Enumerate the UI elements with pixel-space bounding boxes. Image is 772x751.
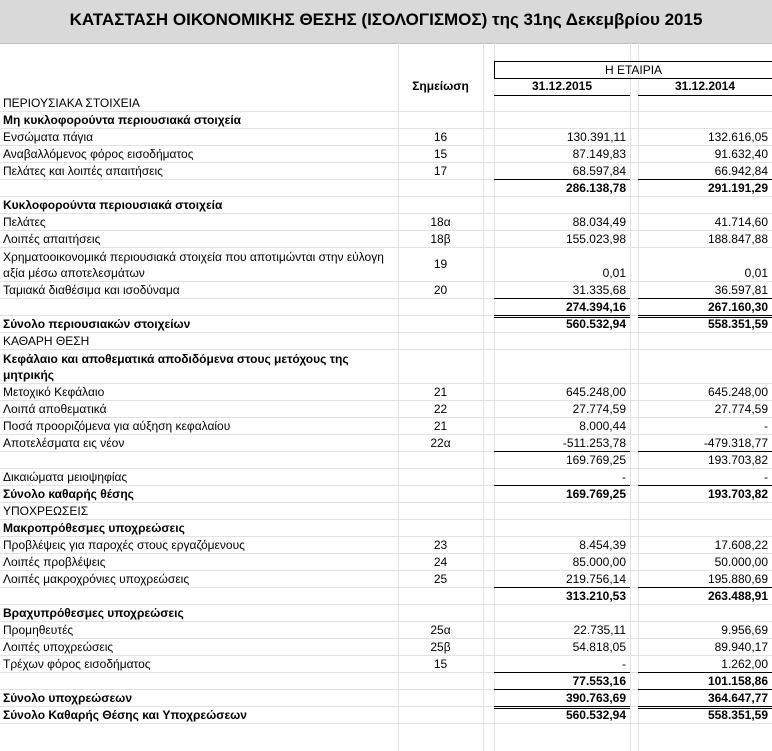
row-note: 18β (430, 232, 451, 246)
row-note: 20 (433, 283, 448, 297)
value-2015: 169.769,25 (565, 487, 626, 501)
row-note (398, 690, 483, 706)
row-note (398, 469, 483, 485)
table-row (0, 350, 772, 384)
value-2014: 27.774,59 (714, 402, 768, 416)
value-2014: 364.647,77 (707, 691, 768, 705)
row-note: 21 (433, 385, 448, 399)
table-row (0, 282, 772, 299)
value-2014 (638, 520, 772, 536)
value-2015: 68.597,84 (572, 164, 626, 178)
table-row (0, 537, 772, 554)
table-row (0, 486, 772, 503)
row-note: 22 (433, 402, 448, 416)
value-2014: 193.703,82 (707, 453, 768, 467)
row-label: Πελάτες και λοιπές απαιτήσεις (3, 164, 163, 178)
table-row (0, 95, 772, 112)
value-2014 (638, 197, 772, 213)
value-2014 (638, 112, 772, 128)
value-2015: - (622, 470, 626, 484)
row-note (398, 605, 483, 621)
value-2014 (638, 367, 772, 384)
year-2015-header: 31.12.2015 (531, 79, 593, 93)
table-row (0, 622, 772, 639)
table-row (0, 452, 772, 469)
row-label: Δικαιώματα μειοψηφίας (3, 470, 128, 484)
value-2014: 193.703,82 (707, 487, 768, 501)
value-2015: 274.394,16 (565, 300, 626, 314)
value-2014: -479.318,77 (703, 436, 768, 450)
table-row (0, 418, 772, 435)
row-label: Χρηματοοικονομικά περιουσιακά στοιχεία που αποτιμώνται στην εύλογη αξία μέσω αποτελεσμάτων (3, 250, 384, 280)
row-label (3, 452, 398, 468)
value-2014: 291.191,29 (707, 181, 768, 195)
value-2014 (638, 95, 772, 111)
row-label: Πελάτες (3, 215, 46, 229)
row-label: ΠΕΡΙΟΥΣΙΑΚΑ ΣΤΟΙΧΕΙΑ (3, 96, 140, 110)
year-2014-header: 31.12.2014 (674, 79, 736, 93)
row-label: Σύνολο υποχρεώσεων (3, 691, 132, 705)
value-2014 (638, 503, 772, 519)
row-label (3, 673, 398, 689)
row-label: Λοιπές απαιτήσεις (3, 232, 101, 246)
company-header: Η ΕΤΑΙΡΙΑ (494, 61, 772, 79)
row-note (398, 333, 483, 349)
table-row (0, 129, 772, 146)
value-2014: 89.940,17 (714, 640, 768, 654)
row-label: Κεφάλαιο και αποθεματικά αποδιδόμενα στους μετόχους της μητρικής (3, 352, 349, 382)
value-2015: 88.034,49 (572, 215, 626, 229)
value-2014: 558.351,59 (707, 317, 768, 331)
table-row (0, 163, 772, 180)
table-row (0, 248, 772, 282)
row-label: Σύνολο Καθαρής Θέσης και Υποχρεώσεων (3, 708, 247, 722)
row-note (398, 588, 483, 604)
value-2015: 390.763,69 (565, 691, 626, 705)
value-2015 (494, 605, 630, 621)
value-2014: 267.160,30 (707, 300, 768, 314)
table-row (0, 316, 772, 333)
value-2014 (638, 605, 772, 621)
table-row (0, 588, 772, 605)
row-note (398, 452, 483, 468)
value-2015: 130.391,11 (566, 130, 626, 144)
value-2015: 22.735,11 (573, 623, 626, 637)
value-2015: 0,01 (602, 266, 626, 280)
value-2014: 66.942,84 (714, 164, 768, 178)
row-note (398, 673, 483, 689)
value-2015: 85.000,00 (572, 555, 626, 569)
value-2015: 645.248,00 (565, 385, 626, 399)
row-label: Κυκλοφορούντα περιουσιακά στοιχεία (3, 198, 223, 212)
row-label (3, 299, 398, 315)
table-row (0, 639, 772, 656)
row-label: Λοιπές μακροχρόνιες υποχρεώσεις (3, 572, 190, 586)
table-row (0, 554, 772, 571)
value-2014: 132.616,05 (707, 130, 768, 144)
value-2014: 558.351,59 (707, 708, 768, 722)
value-2014: - (764, 419, 768, 433)
table-row (0, 605, 772, 622)
row-label: Σύνολο καθαρής θέσης (3, 487, 134, 501)
row-note: 21 (433, 419, 448, 433)
value-2014: 9.956,69 (721, 623, 768, 637)
value-2014: 188.847,88 (707, 232, 768, 246)
row-label: Λοιπές υποχρεώσεις (3, 640, 114, 654)
value-2014: 101.158,86 (707, 674, 768, 688)
row-label: Βραχυπρόθεσμες υποχρεώσεις (3, 606, 184, 620)
value-2015: 31.335,68 (572, 283, 626, 297)
row-note: 25α (430, 623, 451, 637)
value-2014: 1.262,00 (721, 657, 768, 671)
value-2015: 87.149,83 (572, 147, 626, 161)
value-2014: 645.248,00 (707, 385, 768, 399)
value-2014: 195.880,69 (707, 572, 768, 586)
table-row (0, 656, 772, 673)
table-row (0, 503, 772, 520)
row-label: Μακροπρόθεσμες υποχρεώσεις (3, 521, 185, 535)
row-note (398, 367, 483, 384)
table-row (0, 435, 772, 452)
value-2015: 560.532,94 (565, 708, 626, 722)
value-2014: - (764, 470, 768, 484)
row-note: 25β (430, 640, 451, 654)
value-2015: 27.774,59 (572, 402, 626, 416)
row-label: Αποτελέσματα εις νέον (3, 436, 125, 450)
table-row (0, 673, 772, 690)
value-2014: 17.608,22 (714, 538, 768, 552)
value-2015 (494, 197, 630, 213)
table-row (0, 333, 772, 350)
row-label: ΥΠΟΧΡΕΩΣΕΙΣ (3, 504, 89, 518)
value-2015 (494, 367, 630, 384)
value-2015: 155.023,98 (565, 232, 626, 246)
value-2014 (638, 333, 772, 349)
row-label: Προβλέψεις για παροχές στους εργαζόμενους (3, 538, 245, 552)
row-label: Προμηθευτές (3, 623, 74, 637)
row-note (398, 520, 483, 536)
value-2015: 8.454,39 (579, 538, 626, 552)
table-row (0, 469, 772, 486)
row-note (398, 112, 483, 128)
row-note: 16 (433, 130, 448, 144)
value-2015: 286.138,78 (565, 181, 626, 195)
value-2015 (494, 95, 630, 111)
row-label (3, 588, 398, 604)
row-label: ΚΑΘΑΡΗ ΘΕΣΗ (3, 334, 90, 348)
row-note: 22α (430, 436, 451, 450)
row-label: Λοιπά αποθεματικά (3, 402, 107, 416)
table-row (0, 401, 772, 418)
table-row (0, 146, 772, 163)
value-2015: 77.553,16 (572, 674, 626, 688)
row-label: Ταμιακά διαθέσιμα και ισοδύναμα (3, 283, 180, 297)
row-note (398, 503, 483, 519)
value-2015 (494, 503, 630, 519)
row-note: 18α (430, 215, 451, 229)
row-label (3, 180, 398, 196)
row-note: 23 (433, 538, 448, 552)
row-label: Τρέχων φόρος εισοδήματος (3, 657, 151, 671)
row-note: 17 (433, 164, 448, 178)
value-2015 (494, 112, 630, 128)
table-row (0, 197, 772, 214)
row-note (398, 486, 483, 502)
value-2014: 0,01 (744, 266, 768, 280)
value-2015: 313.210,53 (565, 589, 626, 603)
value-2015: 8.000,44 (579, 419, 626, 433)
value-2014: 41.714,60 (714, 215, 768, 229)
title-bar (0, 0, 772, 44)
row-label: Σύνολο περιουσιακών στοιχείων (3, 317, 191, 331)
value-2015: 169.769,25 (565, 453, 626, 467)
value-2015: - (622, 657, 626, 671)
value-2014: 36.597,81 (714, 283, 768, 297)
row-label: Αναβαλλόμενος φόρος εισοδήματος (3, 147, 194, 161)
row-note: 15 (433, 657, 448, 671)
row-note (398, 180, 483, 196)
table-row (0, 214, 772, 231)
table-row (0, 112, 772, 129)
row-label: Ποσά προοριζόμενα για αύξηση κεφαλαίου (3, 419, 231, 433)
balance-sheet-grid (0, 43, 772, 751)
row-note: 19 (433, 257, 448, 271)
note-column-header: Σημείωση (412, 79, 469, 93)
value-2015: 54.818,05 (572, 640, 626, 654)
table-row (0, 384, 772, 401)
row-note (398, 707, 483, 723)
value-2015: -511.253,78 (562, 436, 626, 450)
table-row (0, 707, 772, 724)
row-label: Μη κυκλοφορούντα περιουσιακά στοιχεία (3, 113, 242, 127)
row-note: 25 (433, 572, 448, 586)
table-row (0, 520, 772, 537)
statement-title: ΚΑΤΑΣΤΑΣΗ ΟΙΚΟΝΟΜΙΚΗΣ ΘΕΣΗΣ (ΙΣΟΛΟΓΙΣΜΟΣ) της 31ης Δεκεμβρίου 2015 (69, 10, 703, 29)
value-2015: 219.756,14 (565, 572, 626, 586)
value-2015: 560.532,94 (565, 317, 626, 331)
value-2014: 263.488,91 (707, 589, 768, 603)
row-note (398, 95, 483, 111)
value-2014: 91.632,40 (714, 147, 768, 161)
table-row (0, 571, 772, 588)
table-row (0, 690, 772, 707)
table-row (0, 231, 772, 248)
table-row (0, 180, 772, 197)
row-label: Μετοχικό Κεφάλαιο (3, 385, 105, 399)
row-note (398, 197, 483, 213)
row-label: Λοιπές προβλέψεις (3, 555, 106, 569)
row-note (398, 299, 483, 315)
value-2015 (494, 333, 630, 349)
row-label: Ενσώματα πάγια (3, 130, 94, 144)
row-note (398, 316, 483, 332)
row-note: 15 (433, 147, 448, 161)
table-row (0, 299, 772, 316)
row-note: 24 (433, 555, 448, 569)
value-2015 (494, 520, 630, 536)
value-2014: 50.000,00 (714, 555, 768, 569)
